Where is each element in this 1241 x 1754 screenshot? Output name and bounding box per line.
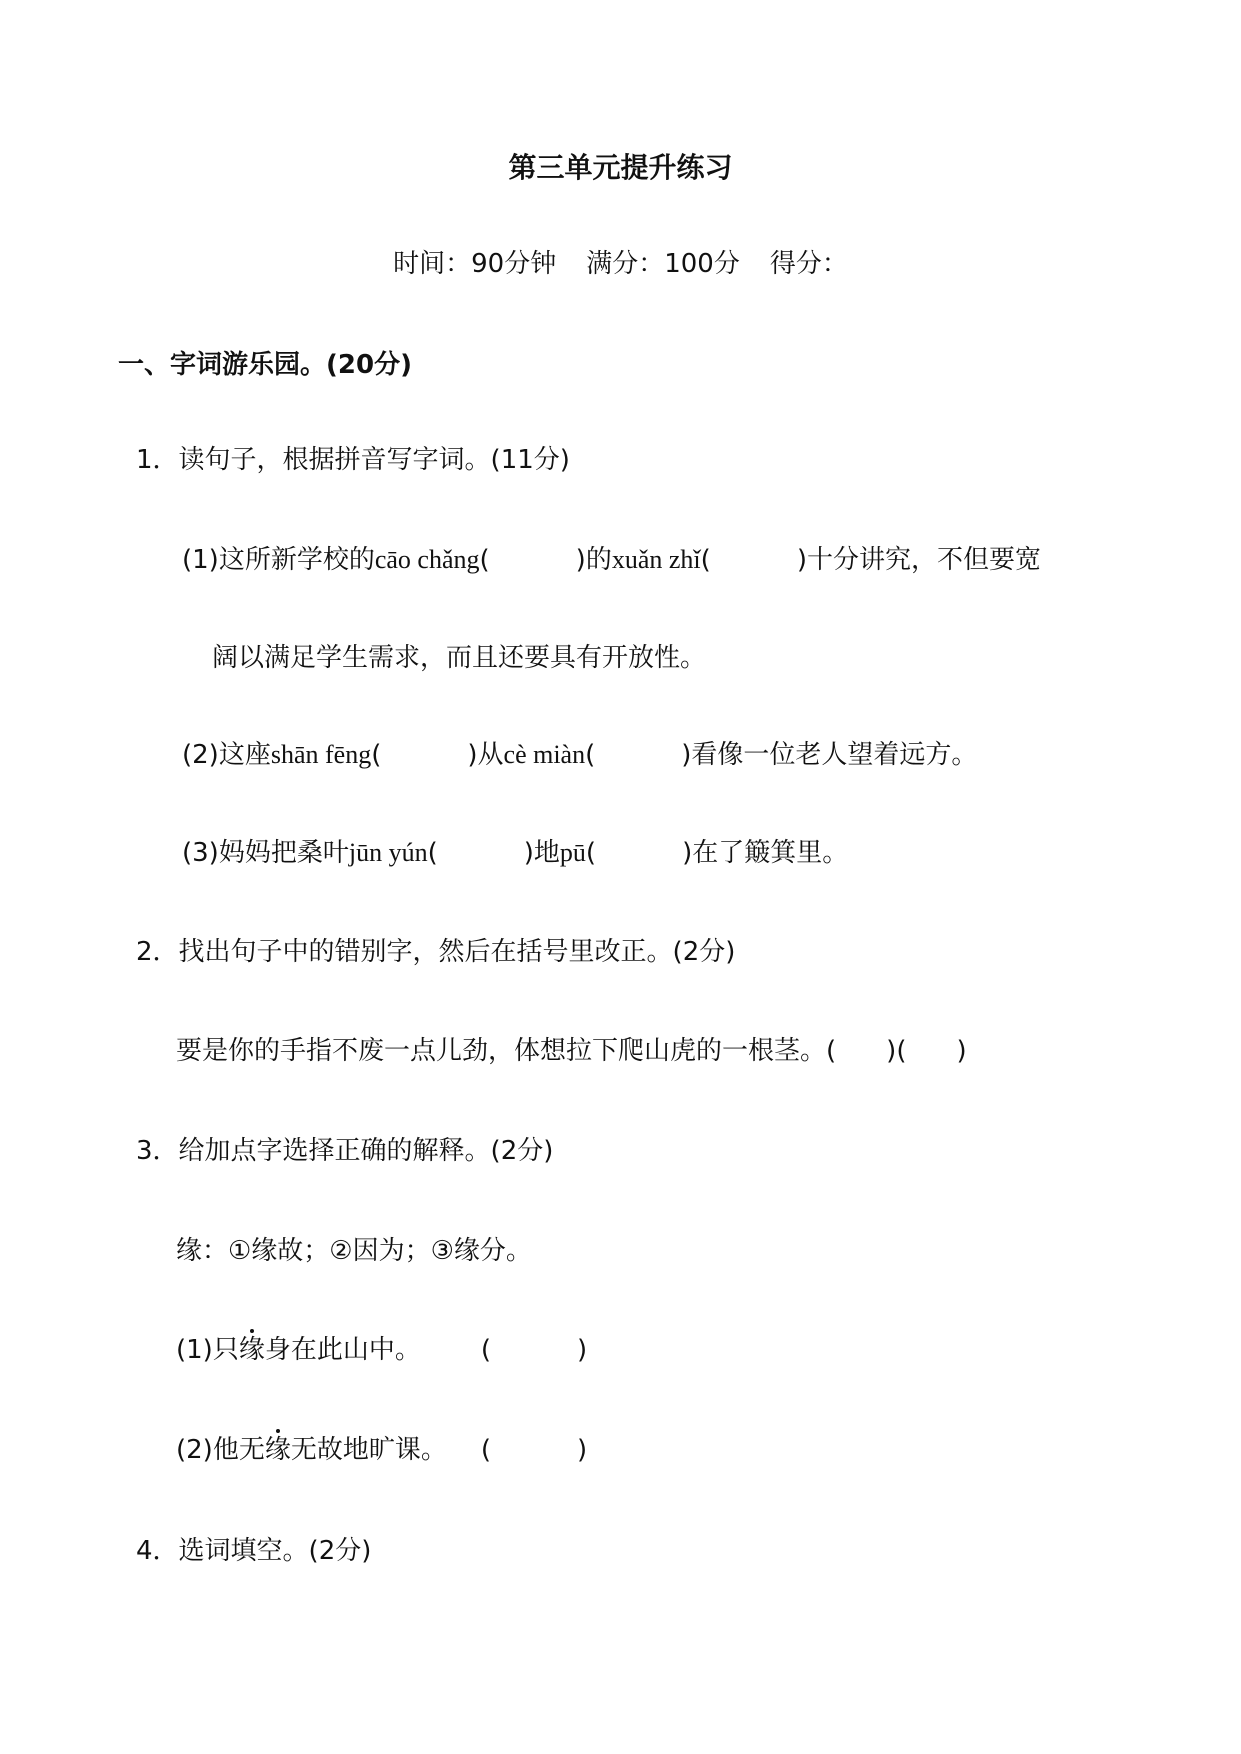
sentence-text: 从 [477, 740, 504, 770]
sentence-text: 看像一位老人望着远方。 [691, 740, 978, 770]
sentence-text: 无故地旷课。 [290, 1435, 447, 1465]
section-1-heading: 一、字词游乐园。(20分) [118, 350, 412, 380]
question-prompt: 找出句子中的错别字，然后在括号里改正。(2分) [178, 937, 736, 967]
page-title: 第三单元提升练习 [508, 151, 733, 184]
full-score-label: 满分：100分 [586, 249, 740, 279]
q1-sentence-3 [182, 840, 848, 866]
sentence-text: 十分讲究，不但要宽 [806, 545, 1041, 575]
answer-blank[interactable]: ( ) [585, 740, 692, 770]
question-prompt: 选词填空。(2分) [178, 1536, 372, 1566]
pinyin: pū [559, 838, 586, 867]
question-prompt: 读句子，根据拼音写字词。(11分) [178, 445, 570, 475]
sentence-text: (1)只 [176, 1335, 239, 1365]
answer-blank[interactable]: ( ) [896, 1036, 967, 1066]
answer-blank[interactable]: ( ) [427, 838, 534, 868]
q3-item-1 [176, 1337, 587, 1363]
pinyin: jūn yún [348, 838, 428, 867]
question-number: 1． [136, 445, 179, 475]
question-3 [136, 1138, 553, 1164]
question-4 [136, 1538, 371, 1564]
score-label: 得分： [769, 249, 848, 279]
q3-definition: 缘：①缘故；②因为；③缘分。 [176, 1236, 532, 1266]
time-label: 时间：90分钟 [393, 249, 557, 279]
sentence-text: 要是你的手指不废一点儿劲，体想拉下爬山虎的一根茎。 [176, 1036, 827, 1066]
answer-blank[interactable]: ( ) [826, 1036, 897, 1066]
answer-blank[interactable]: ( ) [480, 1435, 588, 1465]
pinyin: shān fēng [270, 740, 372, 769]
question-2 [136, 939, 735, 965]
emphasized-char: 缘 [264, 1435, 291, 1465]
sentence-text: (1)这所新学校的 [182, 545, 375, 575]
answer-blank[interactable]: ( ) [479, 545, 586, 575]
sentence-text: (2)这座 [182, 740, 271, 770]
q1-sentence-1-continued: 阔以满足学生需求，而且还要具有开放性。 [212, 643, 707, 673]
sentence-text: (3)妈妈把桑叶 [182, 838, 349, 868]
question-number: 3． [136, 1136, 179, 1166]
answer-blank[interactable]: ( ) [700, 545, 807, 575]
sentence-text: 的 [585, 545, 612, 575]
emphasized-char: 缘 [238, 1335, 265, 1365]
pinyin: cāo chǎng [374, 545, 480, 574]
question-number: 4． [136, 1536, 179, 1566]
exam-meta [0, 251, 1241, 277]
q1-sentence-2 [182, 742, 977, 768]
answer-blank[interactable]: ( ) [585, 838, 693, 868]
question-number: 2． [136, 937, 179, 967]
sentence-text: 在了簸箕里。 [692, 838, 849, 868]
sentence-text: (2)他无 [176, 1435, 265, 1465]
answer-blank[interactable]: ( ) [480, 1335, 588, 1365]
q2-sentence [176, 1038, 967, 1064]
question-1 [136, 447, 570, 473]
sentence-text: 地 [533, 838, 560, 868]
q3-item-2 [176, 1437, 587, 1463]
sentence-text: 身在此山中。 [264, 1335, 421, 1365]
q1-sentence-1 [182, 547, 1041, 573]
pinyin: xuǎn zhǐ [611, 545, 701, 574]
answer-blank[interactable]: ( ) [371, 740, 478, 770]
pinyin: cè miàn [503, 740, 586, 769]
question-prompt: 给加点字选择正确的解释。(2分) [178, 1136, 554, 1166]
